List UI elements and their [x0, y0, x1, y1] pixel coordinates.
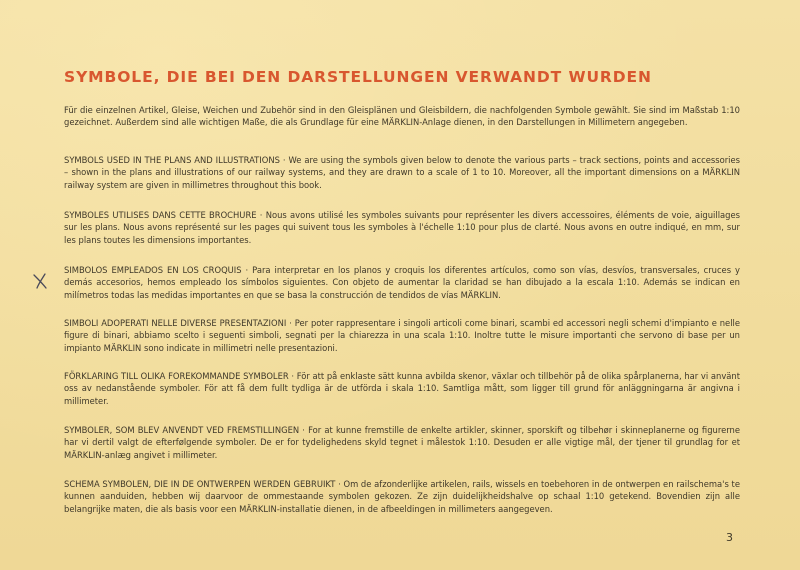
paragraph-dutch: SCHEMA SYMBOLEN, DIE IN DE ONTWERPEN WERDEN GEBRUIKT · Om de afzonderlijke artikelen, rails, wissels en toebehoren in de ontwerpen en railschema's te kunnen aanduiden, hebben wij daarvoor de ommestaande symbolen gekozen. Ze zijn duidelijkheidshalve op schaal 1:10 getekend. Bovendien zijn alle belangrijke maten, die als basis voor een MÄRKLIN-installatie dienen, in de afbeeldingen in millimeters aangegeven.: [64, 479, 740, 514]
paragraph-french: SYMBOLES UTILISES DANS CETTE BROCHURE · Nous avons utilisé les symboles suivants pour représenter les divers accessoires, éléments de voie, aiguillages sur les plans. Nous avons représenté sur les pages qui suivent tous les symboles à l'échelle 1:10 pour plus de clarté. Nous avons en outre indiqué, en mm, sur les plans toutes les dimensions importantes.: [64, 210, 740, 245]
paragraph-danish: SYMBOLER, SOM BLEV ANVENDT VED FREMSTILLINGEN · For at kunne fremstille de enkelte artikler, skinner, sporskift og tilbehør i skinneplanerne og figurerne har vi dertil valgt de efterfølgende symboler. De er for tydelighedens skyld tegnet i målestok 1:10. Desuden er alle vigtige mål, der tjener til grundlag for et MÄRKLIN-anlæg angivet i millimeter.: [64, 425, 740, 460]
paragraph-spanish: SIMBOLOS EMPLEADOS EN LOS CROQUIS · Para interpretar en los planos y croquis los diferentes artículos, como son vías, desvíos, transversales, cruces y demás accesorios, hemos empleado los símbolos siguientes. Con objeto de aumentar la claridad se han dibujado a la escala 1:10. Además se indican en milímetros todas las medidas importantes en que se basa la construcción de tendidos de vías MÄRKLIN.: [64, 265, 740, 300]
page-title: SYMBOLE, DIE BEI DEN DARSTELLUNGEN VERWANDT WURDEN: [64, 68, 652, 86]
paragraph-english: SYMBOLS USED IN THE PLANS AND ILLUSTRATIONS · We are using the symbols given below to denote the various parts – track sections, points and accessories – shown in the plans and illustrations of our railway systems, and they are drawn to a scale of 1 to 10. Moreover, all the important dimensions on a MÄRKLIN railway system are given in millimetres throughout this book.: [64, 155, 740, 190]
paragraph-italian: SIMBOLI ADOPERATI NELLE DIVERSE PRESENTAZIONI · Per poter rappresentare i singoli articoli come binari, scambi ed accessori negli schemi d'impianto e nelle figure di binari, abbiamo scelto i seguenti simboli, segnati per la chiarezza in una scala 1:10. Inoltre tutte le misure importanti che servono di base per un impianto MÄRKLIN sono indicate in millimetri nelle presentazioni.: [64, 318, 740, 353]
paragraph-german: Für die einzelnen Artikel, Gleise, Weichen und Zubehör sind in den Gleisplänen und Gleisbildern, die nachfolgenden Symbole gewählt. Sie sind im Maßstab 1:10 gezeichnet. Außerdem sind alle wichtigen Maße, die als Grundlage für eine MÄRKLIN-Anlage dienen, in den Darstellungen in Millimetern angegeben.: [64, 105, 740, 128]
paragraph-swedish: FÖRKLARING TILL OLIKA FOREKOMMANDE SYMBOLER · För att på enklaste sätt kunna avbilda skenor, växlar och tillbehör på de olika spårplanerna, har vi använt oss av nedanstående symboler. För att få dem fullt tydliga är de utförda i skala 1:10. Samtliga mått, som ligger till grund för anläggningarna är angivna i millimeter.: [64, 371, 740, 406]
page-number: 3: [726, 531, 733, 544]
handwritten-x-mark-icon: [32, 272, 50, 290]
